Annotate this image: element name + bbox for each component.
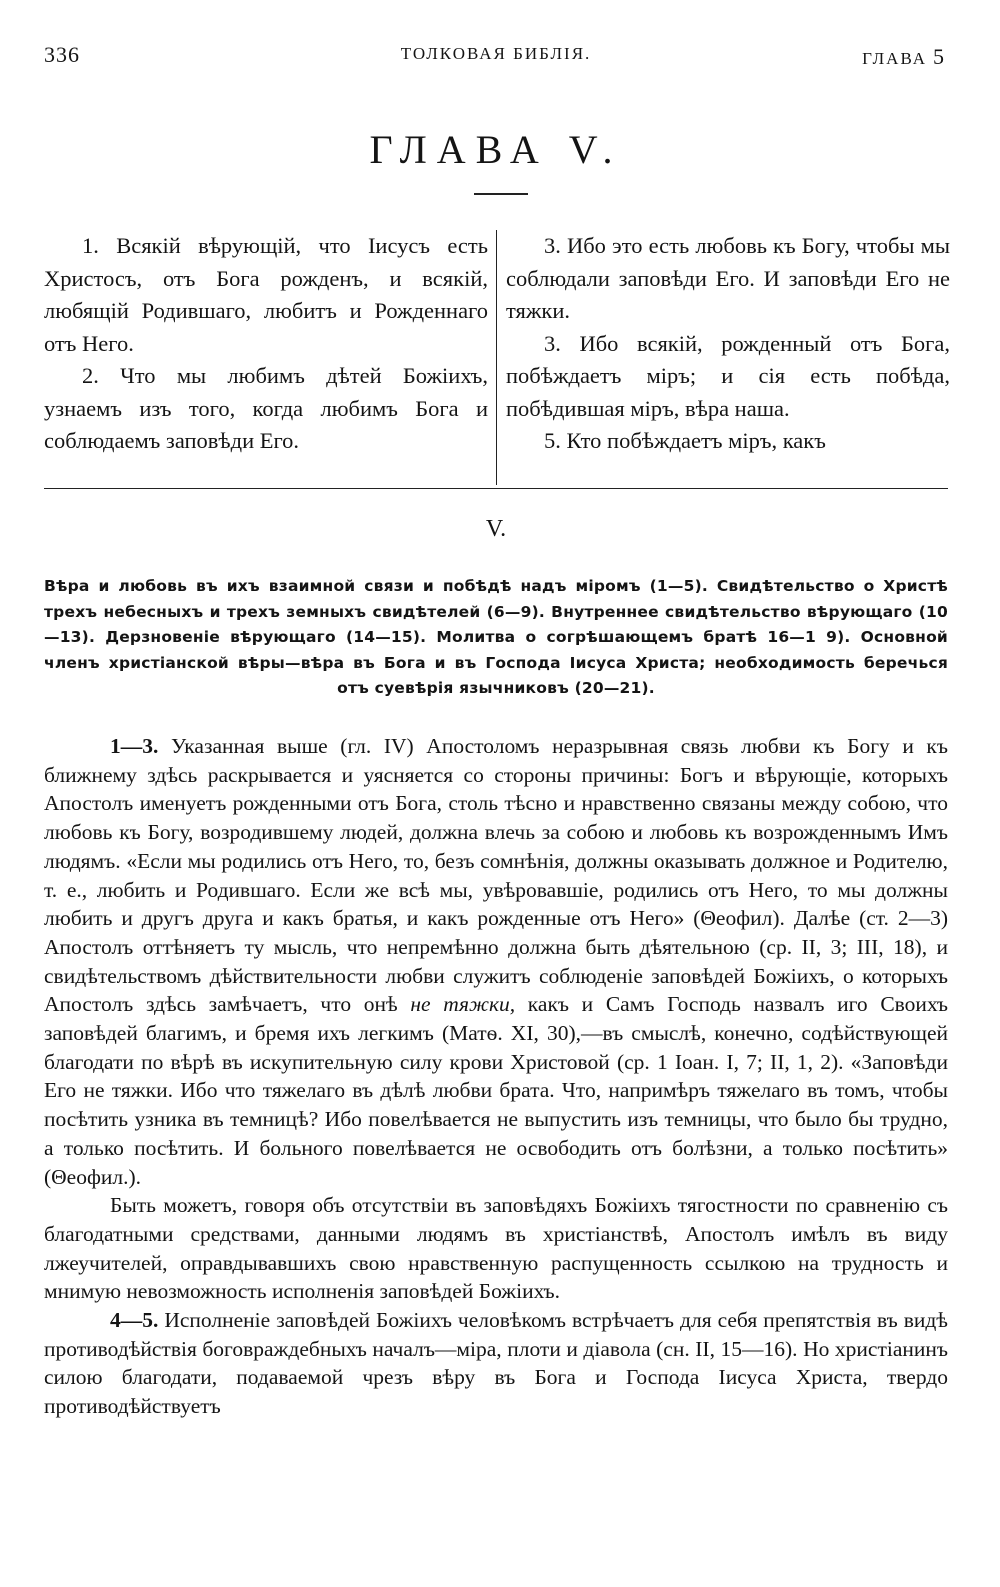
commentary-paragraph: [44, 1191, 948, 1306]
verse-4: 3. Ибо всякій, рожденный отъ Бога, побѣждаетъ міръ; и сія есть побѣда, побѣдившая міръ, вѣра наша.: [506, 330, 950, 421]
verse-reference: 1—3.: [110, 734, 159, 758]
bible-right-column: [506, 230, 950, 458]
verse-reference: 4—5.: [110, 1308, 159, 1333]
column-divider: [496, 230, 497, 485]
verse-5: 5. Кто побѣждаетъ міръ, какъ: [544, 428, 826, 453]
commentary-text: Указанная выше (гл. IV) Апостоломъ неразрывная связь любви къ Богу и къ ближнему здѣсь раскрывается и уясняется со стороны причины: Богъ и вѣрующіе, которыхъ Апостолъ именуетъ рожденными отъ Бога, столь тѣсно и нравственно связаны между собою, что любовь къ Богу, возродившему людей, должна влечь за собою и любовь къ возрожденнымъ Имъ людямъ. «Если мы родились отъ Него, то, безъ сомнѣнія, должны оказывать должное и Родителю, т. е., любить и Родившаго. Если же всѣ мы, увѣровавшіе, родились отъ Него, то мы должны любить и другъ друга и какъ братья, и какъ рожденные отъ Него» (Θеофил). Далѣе (ст. 2—3) Апостолъ оттѣняетъ ту мысль, что непремѣнно должна быть дѣятельною (ср. II, 3; III, 18), и свидѣтельствомъ дѣйствительности любви служитъ соблюденіе заповѣдей Божіихъ, о которыхъ Апостолъ здѣсь замѣчаетъ, что онѣ: [44, 734, 948, 1017]
commentary-body: [44, 732, 948, 1421]
book-title: ТОЛКОВАЯ БИБЛІЯ.: [400, 44, 592, 63]
commentary-text: Быть можетъ, говоря объ отсутствіи въ заповѣдяхъ Божіихъ тягостности по сравненію съ благодатными средствами, данными людямъ въ христіанствѣ, Апостолъ имѣлъ въ виду лжеучителей, оправдывавшихъ свою нравственную распущенность ссылкою на трудность и мнимую невозможность исполненія заповѣдей Божіихъ.: [44, 1193, 948, 1304]
page-number: 336: [44, 42, 80, 67]
commentary-section-number: V.: [485, 516, 507, 542]
verse-2: 2. Что мы любимъ дѣтей Божіихъ, узнаемъ изъ того, когда любимъ Бога и соблюдаемъ заповѣди Его.: [44, 363, 488, 453]
emphasis-text: не тяжки,: [410, 992, 516, 1017]
verse-1: 1. Всякій вѣрующій, что Іисусъ есть Христосъ, отъ Бога рожденъ, и всякій, любящій Родившаго, любитъ и Рожденнаго отъ Него.: [44, 233, 488, 356]
commentary-paragraph: [44, 732, 948, 1191]
bible-bottom-rule: [44, 488, 948, 489]
running-chapter: [862, 44, 946, 70]
book-page: [44, 0, 948, 1587]
bible-left-column: [44, 230, 488, 458]
commentary-text: какъ и Самъ Господь назвалъ иго Своихъ заповѣдей благимъ, и бремя ихъ легкимъ (Матѳ. XI, 30),—въ смыслѣ, конечно, содѣйствующей благодати по вѣрѣ въ искупительную силу крови Христовой (ср. 1 Іоан. I, 7; II, 1, 2). «Заповѣди Его не тяжки. Ибо что тяжелаго въ дѣлѣ любви брата. Что, напримѣръ тяжелаго въ томъ, чтобы посѣтить узника въ темницѣ? Ибо повелѣвается не выпустить изъ темницы, что было бы трудно, а только посѣтить. И больного повелѣвается не освободить отъ болѣзни, а только посѣтить» (Θеофил.).: [44, 992, 948, 1189]
title-rule: [474, 193, 528, 195]
running-head: [44, 42, 948, 76]
verse-3: 3. Ибо это есть любовь къ Богу, чтобы мы соблюдали заповѣди Его. И заповѣди Его не тяжки.: [506, 233, 950, 323]
commentary-text: Исполненіе заповѣдей Божіихъ человѣкомъ встрѣчаетъ для себя препятствія въ видѣ противодѣйствія боговраждебныхъ началъ—міра, плоти и діавола (сн. II, 15—16). Но христіанинъ силою благодати, подаваемой чрезъ вѣру въ Бога и Господа Іисуса Христа, твердо противодѣйствуетъ: [44, 1308, 948, 1419]
chapter-title: ГЛАВА V.: [369, 127, 623, 172]
commentary-paragraph: [44, 1306, 948, 1421]
running-chapter-number: 5: [933, 44, 946, 69]
running-chapter-word: ГЛАВА: [862, 49, 927, 68]
bible-text-block: [44, 230, 948, 488]
chapter-summary: Вѣра и любовь въ ихъ взаимной связи и побѣдѣ надъ міромъ (1—5). Свидѣтельство о Христѣ трехъ небесныхъ и трехъ земныхъ свидѣтелей (6—9). Внутреннее свидѣтельство вѣрующаго (10—13). Дерзновеніе вѣрующаго (14—15). Молитва о согрѣшающемъ братѣ 16—1 9). Основной членъ христіанской вѣры—вѣра въ Бога и въ Господа Іисуса Христа; необходимость беречься отъ суевѣрія язычниковъ (20—21).: [44, 577, 948, 697]
